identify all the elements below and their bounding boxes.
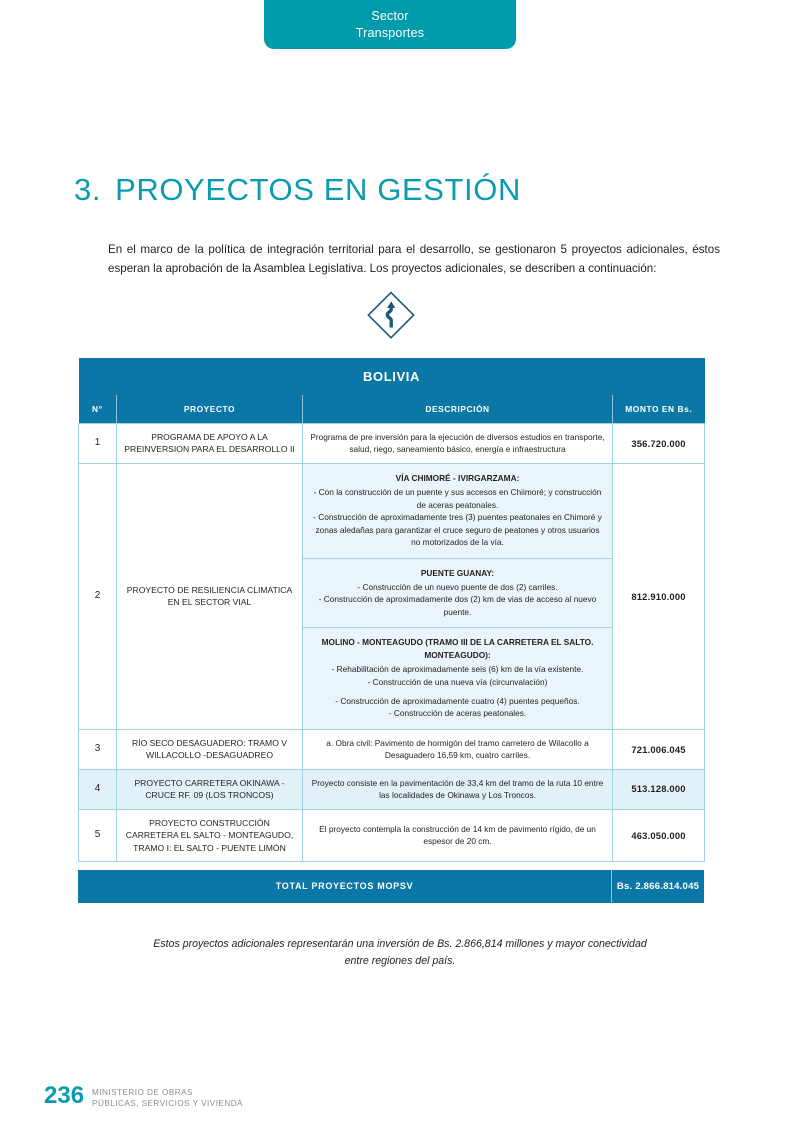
row-project: RÍO SECO DESAGUADERO: TRAMO V WILLACOLLO -DESAGUADREO (117, 729, 303, 769)
row-project: PROYECTO CONSTRUCCIÓN CARRETERA EL SALTO - MONTEAGUDO, TRAMO I: EL SALTO - PUENTE LIMÓN (117, 809, 303, 861)
total-label: TOTAL PROYECTOS MOPSV (275, 881, 414, 891)
row-description (303, 463, 613, 729)
description-block-line: - Con la construcción de un puente y sus accesos en Chiimoré; y construcción de aceras peatonales. (313, 487, 602, 510)
row-amount: 463.050.000 (613, 809, 705, 861)
description-block-line: - Rehabilitación de aproximadamente seis (6) km de la vía existente. (331, 664, 584, 675)
row-description: Programa de pre inversión para la ejecución de diversos estudios en transporte, salud, riego, saneamiento básico, energía e infraestructura (303, 424, 613, 464)
closing-note: Estos proyectos adicionales representarán una inversión de Bs. 2.866,814 millones y mayor conectividad entre regiones del país. (153, 937, 647, 967)
sector-tab (264, 0, 516, 49)
organization-line2: PÚBLICAS, SERVICIOS Y VIVIENDA (92, 1098, 243, 1108)
column-header-amount: MONTO EN Bs. (613, 395, 705, 424)
section-title: PROYECTOS EN GESTIÓN (115, 172, 521, 207)
sector-tab-line1: Sector (371, 8, 409, 23)
column-header-num: N° (79, 395, 117, 424)
description-block (303, 559, 612, 629)
table-caption-row (79, 358, 705, 395)
row-number: 3 (79, 729, 117, 769)
table-caption: BOLIVIA (79, 358, 705, 395)
description-block-title: MOLINO - MONTEAGUDO (TRAMO III DE LA CARRETERA EL SALTO. MONTEAGUDO): (321, 637, 594, 660)
page-footer (44, 1081, 243, 1109)
total-value: Bs. 2.866.814.045 (611, 870, 704, 903)
description-block (303, 464, 612, 559)
winding-road-sign-icon (365, 289, 417, 341)
description-block-title: PUENTE GUANAY: (420, 567, 495, 578)
table-header-row (79, 395, 705, 424)
description-block-line: - Construcción de una nueva vía (circunvalación) (367, 676, 548, 687)
row-description: Proyecto consiste en la pavimentación de 33,4 km del tramo de la ruta 10 entre las localidades de Okinawa y Los Troncos. (303, 769, 613, 809)
row-project: PROGRAMA DE APOYO A LA PREINVERSION PARA EL DESARROLLO II (117, 424, 303, 464)
row-number: 1 (79, 424, 117, 464)
organization-name (92, 1084, 243, 1109)
table-row (79, 463, 705, 729)
column-header-project: PROYECTO (117, 395, 303, 424)
section-number: 3. (74, 172, 102, 207)
table-row (79, 424, 705, 464)
page-title (74, 172, 521, 208)
description-block-line: - Construcción de aproximadamente tres (3) puentes peatonales en Chimoré y zonas aledañas para garantizar el cruce seguro de peatones y otros usuarios no motorizados de la vía. (313, 512, 602, 548)
description-block-line: - Construcción de aproximadamente cuatro (4) puentes pequeños. (335, 696, 580, 707)
row-amount: 513.128.000 (613, 769, 705, 809)
table-row (79, 729, 705, 769)
projects-table (78, 358, 705, 862)
organization-line1: MINISTERIO DE OBRAS (92, 1087, 193, 1097)
table-row (79, 809, 705, 861)
description-block-spacer (313, 688, 602, 695)
row-description: El proyecto contempla la construcción de 14 km de pavimento rígido, de un espesor de 20 cm. (303, 809, 613, 861)
row-project: PROYECTO CARRETERA OKINAWA - CRUCE RF. 09 (LOS TRONCOS) (117, 769, 303, 809)
row-amount: 812.910.000 (613, 463, 705, 729)
row-description: a. Obra civil: Pavimento de hormigón del tramo carretero de Wilacollo a Desaguadero 16,59 km, cuatro carriles. (303, 729, 613, 769)
description-block (303, 628, 612, 729)
column-header-description: DESCRIPCIÓN (303, 395, 613, 424)
row-amount: 721.006.045 (613, 729, 705, 769)
intro-paragraph: En el marco de la política de integración territorial para el desarrollo, se gestionaron 5 proyectos adicionales, éstos esperan la aprobación de la Asamblea Legislativa. Los proyectos adicionales, se describen a continuación: (108, 242, 720, 275)
page-number: 236 (44, 1081, 85, 1109)
description-block-line: - Construcción de aproximadamente dos (2) km de vias de acceso al nuevo puente. (318, 594, 597, 617)
description-block-line: - Construcción de un nuevo puente de dos (2) carriles. (357, 581, 558, 592)
total-bar (78, 870, 704, 903)
row-number: 5 (79, 809, 117, 861)
description-block-line: - Construcción de aceras peatonales. (388, 708, 527, 719)
row-amount: 356.720.000 (613, 424, 705, 464)
description-block-title: VÍA CHIMORÉ - IVIRGARZAMA: (395, 472, 520, 483)
row-number: 2 (79, 463, 117, 729)
sector-tab-line2: Transportes (355, 25, 425, 40)
row-number: 4 (79, 769, 117, 809)
table-row (79, 769, 705, 809)
row-project: PROYECTO DE RESILIENCIA CLIMATICA EN EL SECTOR VIAL (117, 463, 303, 729)
